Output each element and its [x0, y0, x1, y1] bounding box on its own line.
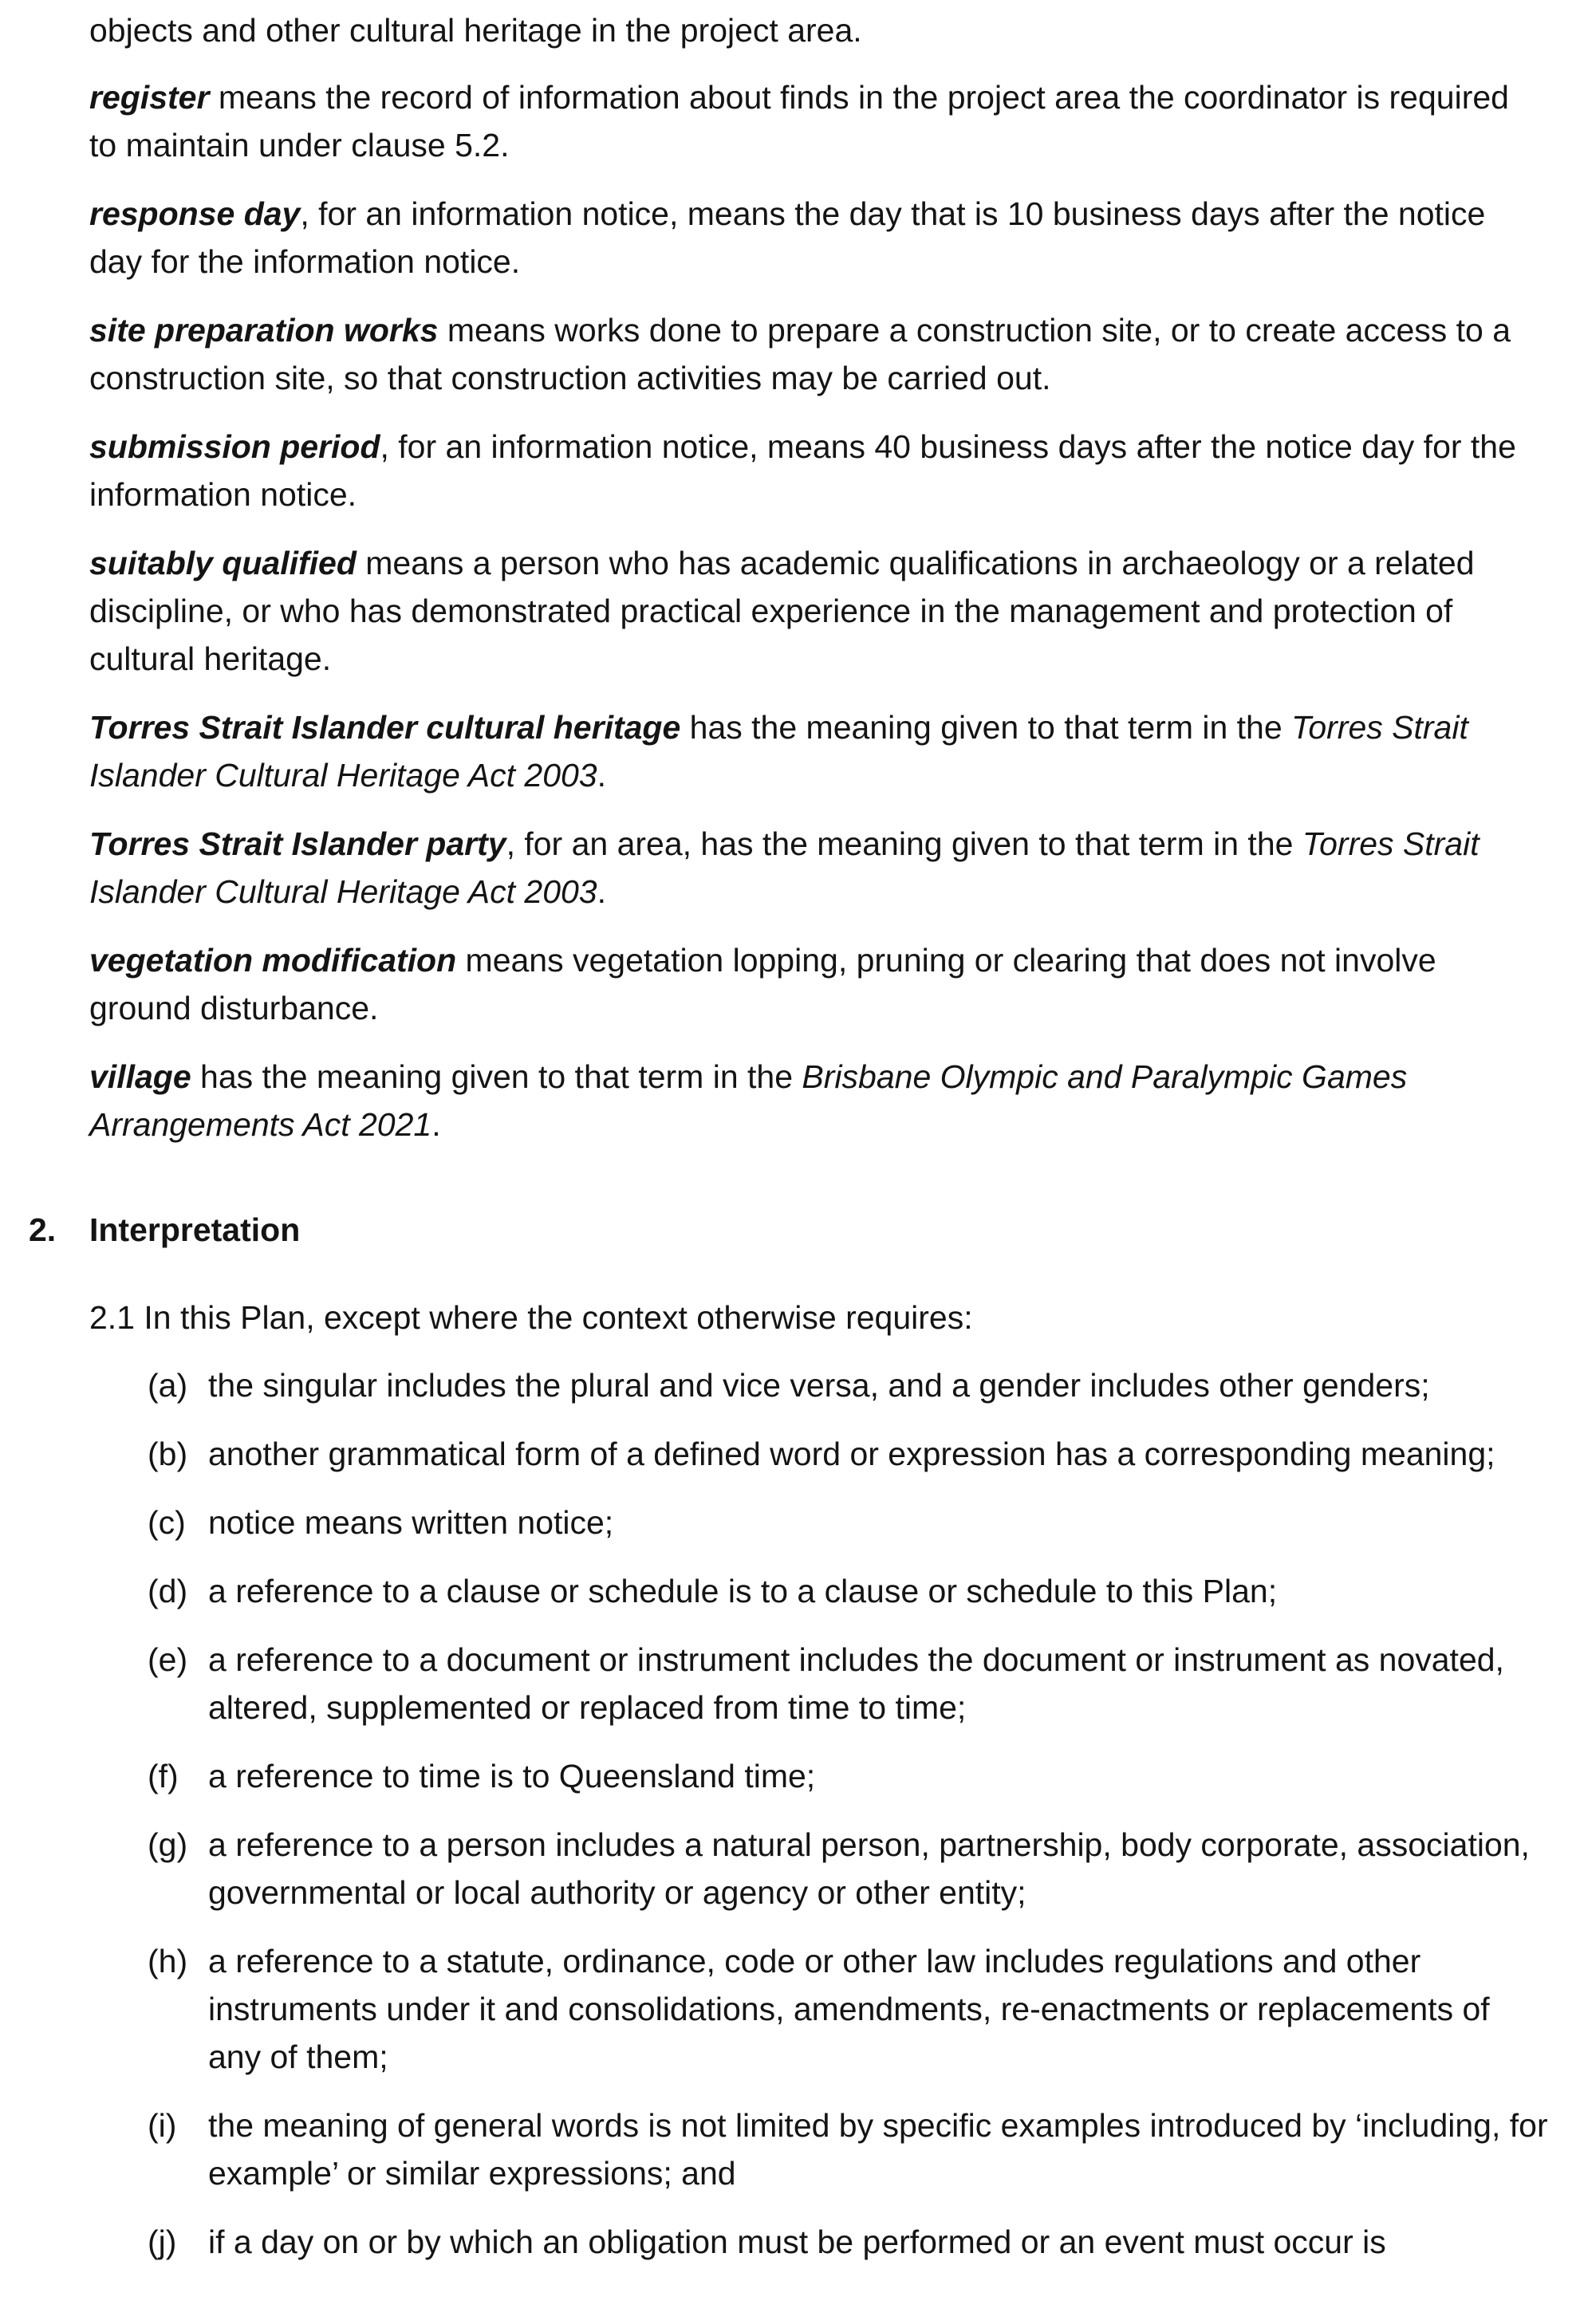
- item-text: notice means written notice;: [208, 1504, 614, 1541]
- definition-submission-period: submission period, for an information notice, means 40 business days after the notice day for the information notice.: [89, 428, 1516, 513]
- section-number: 2.: [29, 1211, 57, 1248]
- definition-village: village has the meaning given to that term in the Brisbane Olympic and Paralympic Games Arrangements Act 2021.: [89, 1058, 1408, 1143]
- term-village: village: [89, 1058, 191, 1095]
- term-tsi-party: Torres Strait Islander party: [89, 825, 506, 862]
- definition-suitably-qualified: suitably qualified means a person who has academic qualifications in archaeology or a related discipline, or who has demonstrated practical experience in the management and protection of cultural heritage.: [89, 545, 1475, 677]
- item-label: (a): [148, 1367, 188, 1404]
- definition-tsi-party: Torres Strait Islander party, for an area, has the meaning given to that term in the Torres Strait Islander Cultural Heritage Act 2003.: [89, 825, 1480, 910]
- item-text: if a day on or by which an obligation must be performed or an event must occur is: [208, 2224, 1386, 2260]
- section-heading: [29, 1206, 300, 1254]
- item-label: (f): [148, 1758, 179, 1794]
- definition-response-day: response day, for an information notice, means the day that is 10 business days after the notice day for the information notice.: [89, 195, 1486, 280]
- section-title: Interpretation: [89, 1211, 301, 1248]
- act-title: Torres Strait Islander Cultural Heritage Act 2003: [89, 825, 1480, 910]
- item-label: (c): [148, 1504, 186, 1541]
- list-item: [148, 2218, 1551, 2266]
- definition-vegetation-modification: vegetation modification means vegetation lopping, pruning or clearing that does not involve ground disturbance.: [89, 942, 1436, 1026]
- term-tsi-cultural-heritage: Torres Strait Islander cultural heritage: [89, 709, 681, 746]
- definition-register: register means the record of information about finds in the project area the coordinator is required to maintain under clause 5.2.: [89, 79, 1509, 163]
- item-text: the singular includes the plural and vice versa, and a gender includes other genders;: [208, 1367, 1430, 1404]
- item-label: (e): [148, 1641, 188, 1678]
- list-item: [148, 1430, 1551, 1478]
- definitions-list: [89, 6, 1525, 1169]
- item-label: (j): [148, 2224, 177, 2260]
- list-item: [148, 1636, 1551, 1731]
- term-suitably-qualified: suitably qualified: [89, 545, 357, 581]
- definition-tsi-cultural-heritage: Torres Strait Islander cultural heritage has the meaning given to that term in the Torres Strait Islander Cultural Heritage Act 2003.: [89, 709, 1468, 794]
- item-label: (g): [148, 1826, 188, 1863]
- item-text: a reference to a person includes a natural person, partnership, body corporate, association, governmental or local authority or agency or other entity;: [208, 1826, 1530, 1911]
- item-text: another grammatical form of a defined word or expression has a corresponding meaning;: [208, 1436, 1495, 1472]
- list-item: [148, 1499, 1551, 1546]
- act-title: Torres Strait Islander Cultural Heritage Act 2003: [89, 709, 1468, 794]
- term-submission-period: submission period: [89, 428, 380, 465]
- list-item: [148, 1361, 1551, 1409]
- item-text: a reference to time is to Queensland time;: [208, 1758, 816, 1794]
- item-label: (h): [148, 1943, 188, 1979]
- item-text: the meaning of general words is not limited by specific examples introduced by ‘including, for example’ or similar expressions; and: [208, 2107, 1548, 2192]
- item-label: (b): [148, 1436, 188, 1472]
- clause-2-1: 2.1 In this Plan, except where the context otherwise requires:: [89, 1299, 973, 1336]
- item-label: (i): [148, 2107, 177, 2144]
- list-item: [148, 1752, 1551, 1800]
- list-item: [148, 1821, 1551, 1916]
- item-text: a reference to a statute, ordinance, code or other law includes regulations and other instruments under it and consolidations, amendments, re-enactments or replacements of any of them;: [208, 1943, 1490, 2075]
- item-text: a reference to a clause or schedule is to a clause or schedule to this Plan;: [208, 1573, 1278, 1609]
- definition-site-preparation-works: site preparation works means works done to prepare a construction site, or to create access to a construction site, so that construction activities may be carried out.: [89, 312, 1511, 396]
- term-register: register: [89, 79, 210, 116]
- definition-intro-tail: objects and other cultural heritage in the project area.: [89, 12, 862, 49]
- act-title: Brisbane Olympic and Paralympic Games Arrangements Act 2021: [89, 1058, 1408, 1143]
- item-label: (d): [148, 1573, 188, 1609]
- term-vegetation-modification: vegetation modification: [89, 942, 457, 979]
- term-site-preparation-works: site preparation works: [89, 312, 439, 349]
- item-text: a reference to a document or instrument includes the document or instrument as novated, altered, supplemented or replaced from time to time;: [208, 1641, 1504, 1726]
- interpretation-items: [148, 1361, 1551, 2287]
- list-item: [148, 2101, 1551, 2197]
- list-item: [148, 1567, 1551, 1615]
- list-item: [148, 1937, 1551, 2081]
- term-response-day: response day: [89, 195, 301, 232]
